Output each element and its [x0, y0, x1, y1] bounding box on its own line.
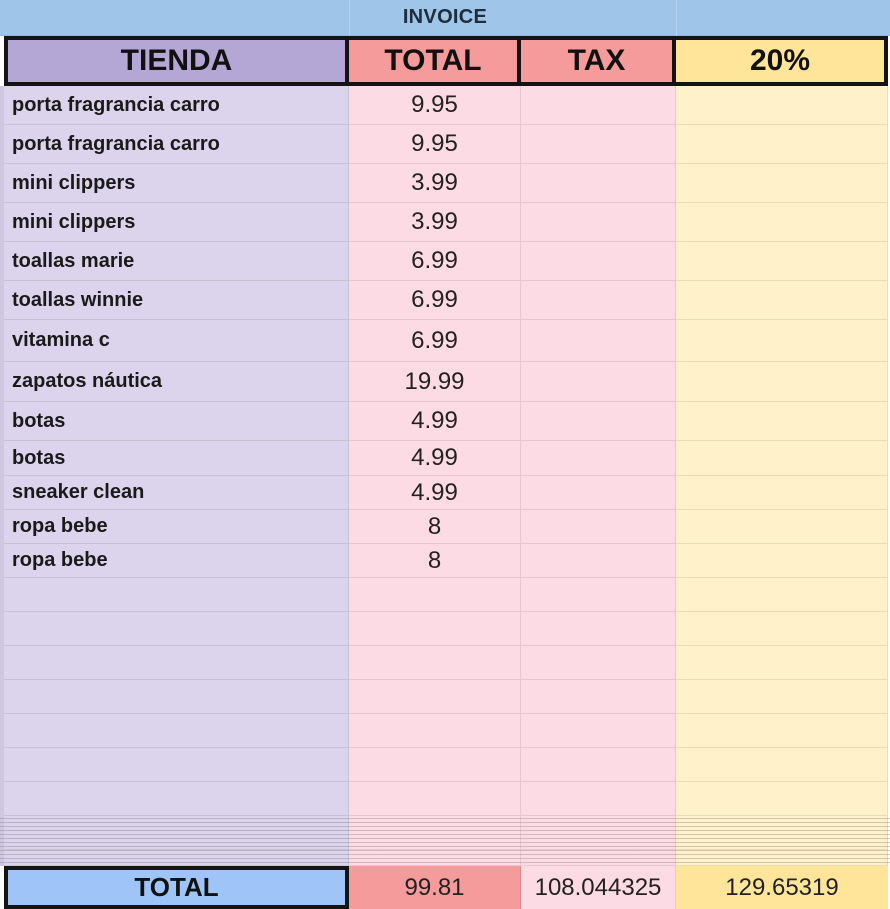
item-tax-cell[interactable]: [521, 441, 676, 476]
item-name-cell[interactable]: [4, 748, 349, 782]
item-total-cell[interactable]: [349, 714, 521, 748]
item-name-cell[interactable]: [4, 680, 349, 714]
item-20-percent-cell[interactable]: [676, 646, 888, 680]
item-tax-cell[interactable]: [521, 816, 676, 850]
item-20-percent-cell[interactable]: [676, 362, 888, 402]
table-row: [0, 281, 890, 320]
item-tax-cell[interactable]: [521, 86, 676, 125]
item-total-cell[interactable]: [349, 578, 521, 612]
item-name-cell[interactable]: zapatos náutica: [4, 362, 349, 402]
item-20-percent-cell[interactable]: [676, 544, 888, 578]
item-20-percent-cell[interactable]: [676, 402, 888, 441]
table-row: [0, 476, 890, 510]
item-tax-cell[interactable]: [521, 242, 676, 281]
invoice-title-bar[interactable]: [0, 0, 890, 36]
item-total-cell[interactable]: 9.95: [349, 125, 521, 164]
item-20-percent-cell[interactable]: [676, 242, 888, 281]
empty-row: [0, 782, 890, 816]
item-name-cell[interactable]: sneaker clean: [4, 476, 349, 510]
item-name-cell[interactable]: botas: [4, 402, 349, 441]
item-name-cell[interactable]: [4, 646, 349, 680]
item-name-cell[interactable]: ropa bebe: [4, 510, 349, 544]
empty-row: [0, 646, 890, 680]
item-tax-cell[interactable]: [521, 281, 676, 320]
table-row: [0, 242, 890, 281]
item-name-cell[interactable]: porta fragrancia carro: [4, 86, 349, 125]
item-tax-cell[interactable]: [521, 850, 676, 866]
item-20-percent-cell[interactable]: [676, 612, 888, 646]
item-name-cell[interactable]: [4, 612, 349, 646]
item-total-cell[interactable]: 3.99: [349, 203, 521, 242]
item-total-cell[interactable]: 4.99: [349, 441, 521, 476]
table-row: [0, 441, 890, 476]
item-20-percent-cell[interactable]: [676, 164, 888, 203]
invoice-title: INVOICE: [402, 6, 488, 28]
item-20-percent-cell[interactable]: [676, 510, 888, 544]
table-row: [0, 320, 890, 362]
item-tax-cell[interactable]: [521, 680, 676, 714]
header-tax[interactable]: TAX: [521, 36, 676, 86]
item-tax-cell[interactable]: [521, 125, 676, 164]
item-20-percent-cell[interactable]: [676, 281, 888, 320]
item-total-cell[interactable]: 8: [349, 510, 521, 544]
empty-row: [0, 680, 890, 714]
item-grid: [0, 86, 890, 866]
item-total-cell[interactable]: 3.99: [349, 164, 521, 203]
item-name-cell[interactable]: [4, 782, 349, 816]
item-total-cell[interactable]: 6.99: [349, 242, 521, 281]
item-tax-cell[interactable]: [521, 578, 676, 612]
item-total-cell[interactable]: [349, 680, 521, 714]
item-tax-cell[interactable]: [521, 748, 676, 782]
item-tax-cell[interactable]: [521, 782, 676, 816]
item-name-cell[interactable]: ropa bebe: [4, 544, 349, 578]
header-tienda[interactable]: TIENDA: [4, 36, 349, 86]
item-20-percent-cell[interactable]: [676, 782, 888, 816]
table-row: [0, 125, 890, 164]
item-total-cell[interactable]: 8: [349, 544, 521, 578]
item-20-percent-cell[interactable]: [676, 476, 888, 510]
item-20-percent-cell[interactable]: [676, 578, 888, 612]
item-tax-cell[interactable]: [521, 612, 676, 646]
item-total-cell[interactable]: 19.99: [349, 362, 521, 402]
empty-row: [0, 748, 890, 782]
empty-row: [0, 850, 890, 866]
totals-tax-cell[interactable]: 108.044325: [521, 866, 676, 909]
item-tax-cell[interactable]: [521, 510, 676, 544]
item-name-cell[interactable]: mini clippers: [4, 164, 349, 203]
item-20-percent-cell[interactable]: [676, 320, 888, 362]
item-20-percent-cell[interactable]: [676, 441, 888, 476]
empty-row: [0, 612, 890, 646]
column-divider: [349, 0, 350, 36]
column-divider: [676, 0, 677, 36]
item-tax-cell[interactable]: [521, 164, 676, 203]
item-tax-cell[interactable]: [521, 402, 676, 441]
item-tax-cell[interactable]: [521, 646, 676, 680]
item-total-cell[interactable]: [349, 816, 521, 850]
header-total[interactable]: TOTAL: [349, 36, 521, 86]
item-total-cell[interactable]: 6.99: [349, 320, 521, 362]
table-row: [0, 544, 890, 578]
empty-row: [0, 578, 890, 612]
item-total-cell[interactable]: 4.99: [349, 402, 521, 441]
empty-row: [0, 714, 890, 748]
item-name-cell[interactable]: mini clippers: [4, 203, 349, 242]
item-total-cell[interactable]: 6.99: [349, 281, 521, 320]
item-name-cell[interactable]: toallas winnie: [4, 281, 349, 320]
totals-row: [0, 866, 890, 909]
item-20-percent-cell[interactable]: [676, 125, 888, 164]
table-row: [0, 164, 890, 203]
item-total-cell[interactable]: [349, 782, 521, 816]
item-name-cell[interactable]: botas: [4, 441, 349, 476]
table-row: [0, 203, 890, 242]
header-row: [0, 36, 890, 86]
item-20-percent-cell[interactable]: [676, 850, 888, 866]
totals-total-cell[interactable]: 99.81: [349, 866, 521, 909]
item-name-cell[interactable]: [4, 578, 349, 612]
item-total-cell[interactable]: [349, 612, 521, 646]
item-name-cell[interactable]: [4, 714, 349, 748]
item-tax-cell[interactable]: [521, 714, 676, 748]
header-20-percent[interactable]: 20%: [676, 36, 888, 86]
item-total-cell[interactable]: [349, 646, 521, 680]
table-row: [0, 86, 890, 125]
item-20-percent-cell[interactable]: [676, 203, 888, 242]
empty-row: [0, 816, 890, 850]
item-20-percent-cell[interactable]: [676, 816, 888, 850]
table-row: [0, 402, 890, 441]
item-tax-cell[interactable]: [521, 544, 676, 578]
item-name-cell[interactable]: [4, 850, 349, 866]
table-row: [0, 510, 890, 544]
item-total-cell[interactable]: [349, 748, 521, 782]
item-tax-cell[interactable]: [521, 203, 676, 242]
item-tax-cell[interactable]: [521, 476, 676, 510]
item-total-cell[interactable]: 4.99: [349, 476, 521, 510]
item-name-cell[interactable]: [4, 816, 349, 850]
item-20-percent-cell[interactable]: [676, 86, 888, 125]
item-20-percent-cell[interactable]: [676, 748, 888, 782]
item-20-percent-cell[interactable]: [676, 680, 888, 714]
totals-20-percent-cell[interactable]: 129.65319: [676, 866, 888, 909]
table-row: [0, 362, 890, 402]
item-name-cell[interactable]: porta fragrancia carro: [4, 125, 349, 164]
item-tax-cell[interactable]: [521, 362, 676, 402]
item-name-cell[interactable]: vitamina c: [4, 320, 349, 362]
item-tax-cell[interactable]: [521, 320, 676, 362]
item-total-cell[interactable]: [349, 850, 521, 866]
totals-label[interactable]: TOTAL: [4, 866, 349, 909]
item-20-percent-cell[interactable]: [676, 714, 888, 748]
item-total-cell[interactable]: 9.95: [349, 86, 521, 125]
item-name-cell[interactable]: toallas marie: [4, 242, 349, 281]
